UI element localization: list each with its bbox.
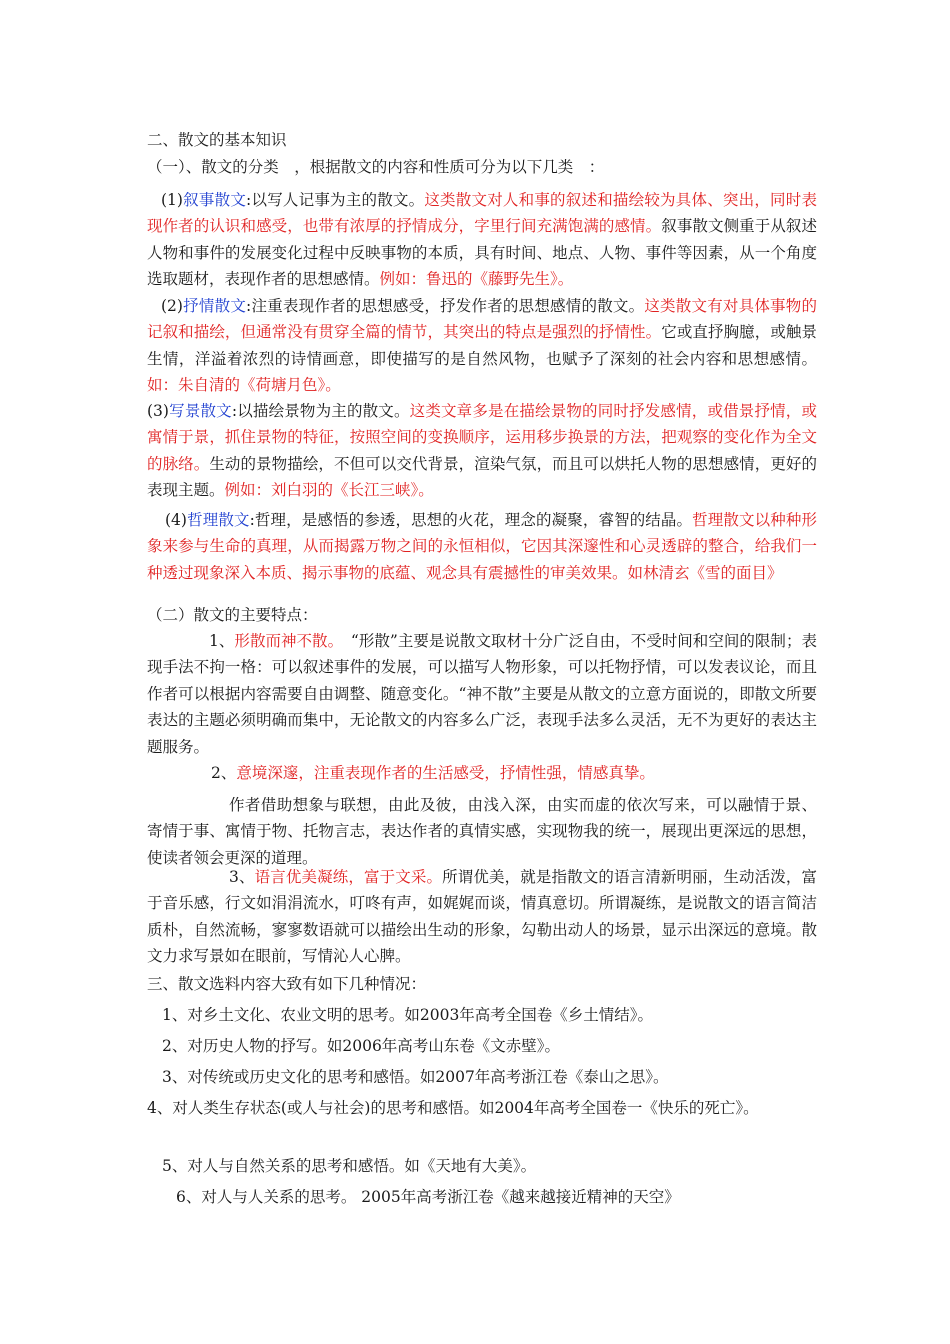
topic-item: 5、对人与自然关系的思考和感悟。如《天地有大美》。 — [162, 1157, 537, 1175]
category-definition: :以描绘景物为主的散文。 — [231, 402, 410, 420]
features-heading: （二）散文的主要特点： — [147, 606, 318, 624]
topic-item: 2、对历史人物的抒写。如2006年高考山东卷《文赤壁》。 — [162, 1037, 561, 1055]
category-prefix: (4) — [165, 511, 187, 529]
topic-item: 4、对人类生存状态(或人与社会)的思考和感悟。如2004年高考全国卷一《快乐的死亡》。 — [147, 1099, 759, 1117]
section-2-title: 二、散文的基本知识 — [147, 131, 287, 149]
category-term: 叙事散文 — [182, 191, 247, 209]
category-definition: :注重表现作者的思想感受，抒发作者的思想感情的散文。 — [246, 297, 645, 315]
topic-item: 3、对传统或历史文化的思考和感悟。如2007年高考浙江卷《泰山之思》。 — [162, 1068, 669, 1086]
category-highlight: 这类散文对人和事的叙述和描绘较为具体、突出，同时表现作者的认识和感受，也带有浓厚的抒情成分，字里行间充满饱满的感情。 — [147, 191, 817, 236]
category-term: 抒情散文 — [182, 297, 247, 315]
category-philosophical — [147, 507, 817, 586]
feature-title: 语言优美凝练，富于文采。 — [254, 868, 443, 886]
topic-item: 1、对乡土文化、农业文明的思考。如2003年高考全国卷《乡土情结》。 — [162, 1006, 654, 1024]
feature-2-title-line — [211, 760, 891, 786]
classification-heading: （一）、散文的分类 ，根据散文的内容和性质可分为以下几类 ： — [147, 158, 605, 176]
category-prefix: (2) — [161, 297, 183, 315]
topic-item: 6、对人与人关系的思考。 2005年高考浙江卷《越来越接近精神的天空》 — [176, 1188, 680, 1206]
section-3-title: 三、散文选料内容大致有如下几种情况： — [147, 975, 427, 993]
category-definition: :以写人记事为主的散文。 — [246, 191, 425, 209]
category-definition: :哲理，是感悟的参透，思想的火花，理念的凝聚，睿智的结晶。 — [249, 511, 693, 529]
category-narrative — [147, 187, 817, 293]
category-body: 叙事散文侧重于从叙述人物和事件的发展变化过程中反映事物的本质，具有时间、地点、人物、事件等因素，从一个角度选取题材，表现作者的思想感情。 — [147, 217, 817, 289]
category-prefix: (1) — [161, 191, 183, 209]
category-highlight: 这类文章多是在描绘景物的同时抒发感情，或借景抒情，或寓情于景，抓住景物的特征，按照空间的变换顺序，运用移步换景的方法，把观察的变化作为全文的脉络。 — [147, 402, 817, 473]
category-example: 如：朱自清的《荷塘月色》。 — [147, 376, 341, 395]
feature-title: 意境深邃，注重表现作者的生活感受，抒情性强，情感真挚。 — [236, 764, 655, 782]
feature-2-text: 作者借助想象与联想，由此及彼，由浅入深，由实而虚的依次写来，可以融情于景、寄情于事、寓情于物、托物言志，表达作者的真情实感，实现物我的统一，展现出更深远的思想，使读者领会更深的道理。 — [147, 796, 817, 867]
category-body: 生动的景物描绘，不但可以交代背景，渲染气氛，而且可以烘托人物的思想感情，更好的表现主题。 — [147, 454, 817, 500]
feature-number: 2、 — [211, 764, 237, 782]
feature-text: 所谓优美，就是指散文的语言清新明丽，生动活泼，富于音乐感，行文如涓涓流水，叮咚有声，如娓娓而谈，情真意切。所谓凝练，是说散文的语言简洁质朴，自然流畅，寥寥数语就可以描绘出生动的形象，勾勒出动人的场景，显示出深远的意境。散文力求写景如在眼前，写情沁人心脾。 — [147, 868, 817, 966]
category-highlight: 哲理散文以种种形象来参与生命的真理，从而揭露万物之间的永恒相似，它因其深邃性和心灵透辟的整合，给我们一种透过现象深入本质、揭示事物的底蕴、观念具有震撼性的审美效果。如林清玄《雪的面目》 — [147, 511, 817, 582]
feature-number: 3、 — [229, 868, 255, 886]
feature-title: 形散而神不散。 — [234, 632, 336, 650]
category-highlight: 这类散文有对具体事物的记叙和描绘，但通常没有贯穿全篇的情节，其突出的特点是强烈的抒情性。 — [147, 297, 817, 342]
category-landscape — [147, 398, 817, 504]
category-example: 例如：鲁迅的《藤野先生》。 — [379, 270, 574, 289]
category-body: 它或直抒胸臆，或触景生情，洋溢着浓烈的诗情画意，即使描写的是自然风物，也赋予了深刻的社会内容和思想感情。 — [147, 323, 817, 368]
category-term: 写景散文 — [168, 402, 232, 420]
category-example: 例如：刘白羽的《长江三峡》。 — [224, 481, 434, 500]
category-lyrical — [147, 293, 817, 399]
category-term: 哲理散文 — [186, 511, 250, 529]
feature-3 — [147, 864, 817, 970]
feature-1 — [147, 628, 817, 760]
feature-text: “形散”主要是说散文取材十分广泛自由，不受时间和空间的限制；表现手法不拘一格：可以叙述事件的发展，可以描写人物形象，可以托物抒情，可以发表议论，而且作者可以根据内容需要自由调整、随意变化。“神不散”主要是从散文的立意方面说的，即散文所要表达的主题必须明确而集中，无论散文的内容多么广泛，表现手法多么灵活，无不为更好的表达主题服务。 — [147, 632, 817, 756]
category-prefix: (3) — [147, 402, 169, 420]
feature-number: 1、 — [209, 632, 235, 650]
